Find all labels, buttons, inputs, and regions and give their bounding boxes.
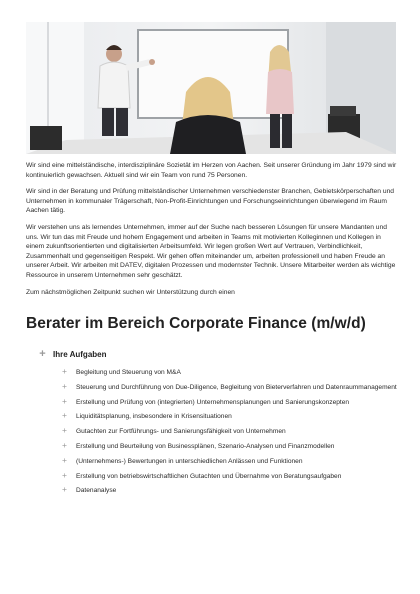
office-meeting-photo (26, 22, 396, 154)
intro-paragraph-1: Wir sind eine mittelständische, interdisziplinäre Sozietät im Herzen von Aachen. Seit unserer Gründung im Jahr 1979 sind wir kontinuierlich gewachsen. Aktuell sind wir ein Team von rund 75 Personen. (26, 162, 397, 179)
company-intro (26, 161, 398, 304)
list-item (38, 380, 398, 392)
list-item (38, 486, 398, 495)
list-item (38, 427, 398, 436)
list-item-text: (Unternehmens-) Bewertungen in unterschiedlichen Anlässen und Funktionen (76, 457, 303, 465)
tasks-heading-label: Ihre Aufgaben (53, 349, 107, 359)
plus-icon: + (62, 380, 67, 391)
list-item (38, 395, 398, 407)
list-item-text: Begleitung und Steuerung von M&A (76, 369, 181, 376)
list-item-text: Steuerung und Durchführung von Due-Diligence, Begleitung von Bieterverfahren und Datenraummanagement (76, 383, 397, 391)
job-title: Berater im Bereich Corporate Finance (m/w/d) (26, 315, 366, 332)
tasks-heading (38, 348, 398, 360)
plus-icon: + (39, 348, 46, 360)
tasks-section (38, 348, 398, 501)
list-item (38, 454, 398, 466)
list-item (38, 368, 398, 377)
list-item-text: Liquiditätsplanung, insbesondere in Krisensituationen (76, 413, 232, 421)
list-item-text: Erstellung und Prüfung von (integrierten) Unternehmensplanungen und Sanierungskonzepten (76, 398, 350, 406)
office-photo-illustration (26, 22, 396, 154)
plus-icon: + (62, 366, 67, 376)
intro-paragraph-2: Wir sind in der Beratung und Prüfung mittelständischer Unternehmen verschiedenster Branchen, Gebietskörperschaften und Unternehmen in kommunaler Trägerschaft, Non-Profit-Einrichtungen und Forschungseinrichtungen überwiegend im Raum Aachen tätig. (26, 188, 395, 215)
list-item-text: Datenanalyse (76, 487, 117, 495)
plus-icon: + (62, 410, 67, 421)
plus-icon: + (62, 439, 67, 450)
plus-icon: + (62, 484, 67, 495)
intro-paragraph-4: Zum nächstmöglichen Zeitpunkt suchen wir Unterstützung durch einen (26, 288, 235, 296)
list-item (38, 412, 398, 421)
list-item-text: Erstellung von betriebswirtschaftlichen Gutachten und Übernahme von Beratungsaufgaben (76, 472, 342, 480)
tasks-list (38, 368, 398, 496)
list-item (38, 469, 398, 481)
plus-icon: + (62, 395, 67, 406)
plus-icon: + (62, 425, 67, 436)
list-item-text: Erstellung und Beurteilung von Businessplänen, Szenario-Analysen und Finanzmodellen (76, 442, 335, 450)
list-item-text: Gutachten zur Fortführungs- und Sanierungsfähigkeit von Unternehmen (76, 428, 286, 436)
intro-paragraph-3: Wir verstehen uns als lernendes Unternehmen, immer auf der Suche nach besseren Lösungen für unsere Mandanten und uns. Wir tun das mit Freude und hohem Engagement und arbeiten in Teams mit motivierten Kolleginnen und Kollegen in einem zukunftsorientierten und digitalisierten Arbeitsumfeld. Wir legen großen Wert auf Vertrauen, Verbindlichkeit, Zusammenhalt und gegenseitigen Respekt. Wir gehen offen miteinander um, arbeiten professionell und haben Freude an unserer Arbeit. Wir arbeiten mit DATEV, digitalen Prozessen und modernster Technik. Unsere Mitarbeiter werden als wichtige Ressource in unserem Unternehmen sehr geschätzt. (26, 223, 396, 279)
plus-icon: + (62, 469, 67, 480)
plus-icon: + (62, 454, 67, 465)
list-item (38, 439, 398, 451)
